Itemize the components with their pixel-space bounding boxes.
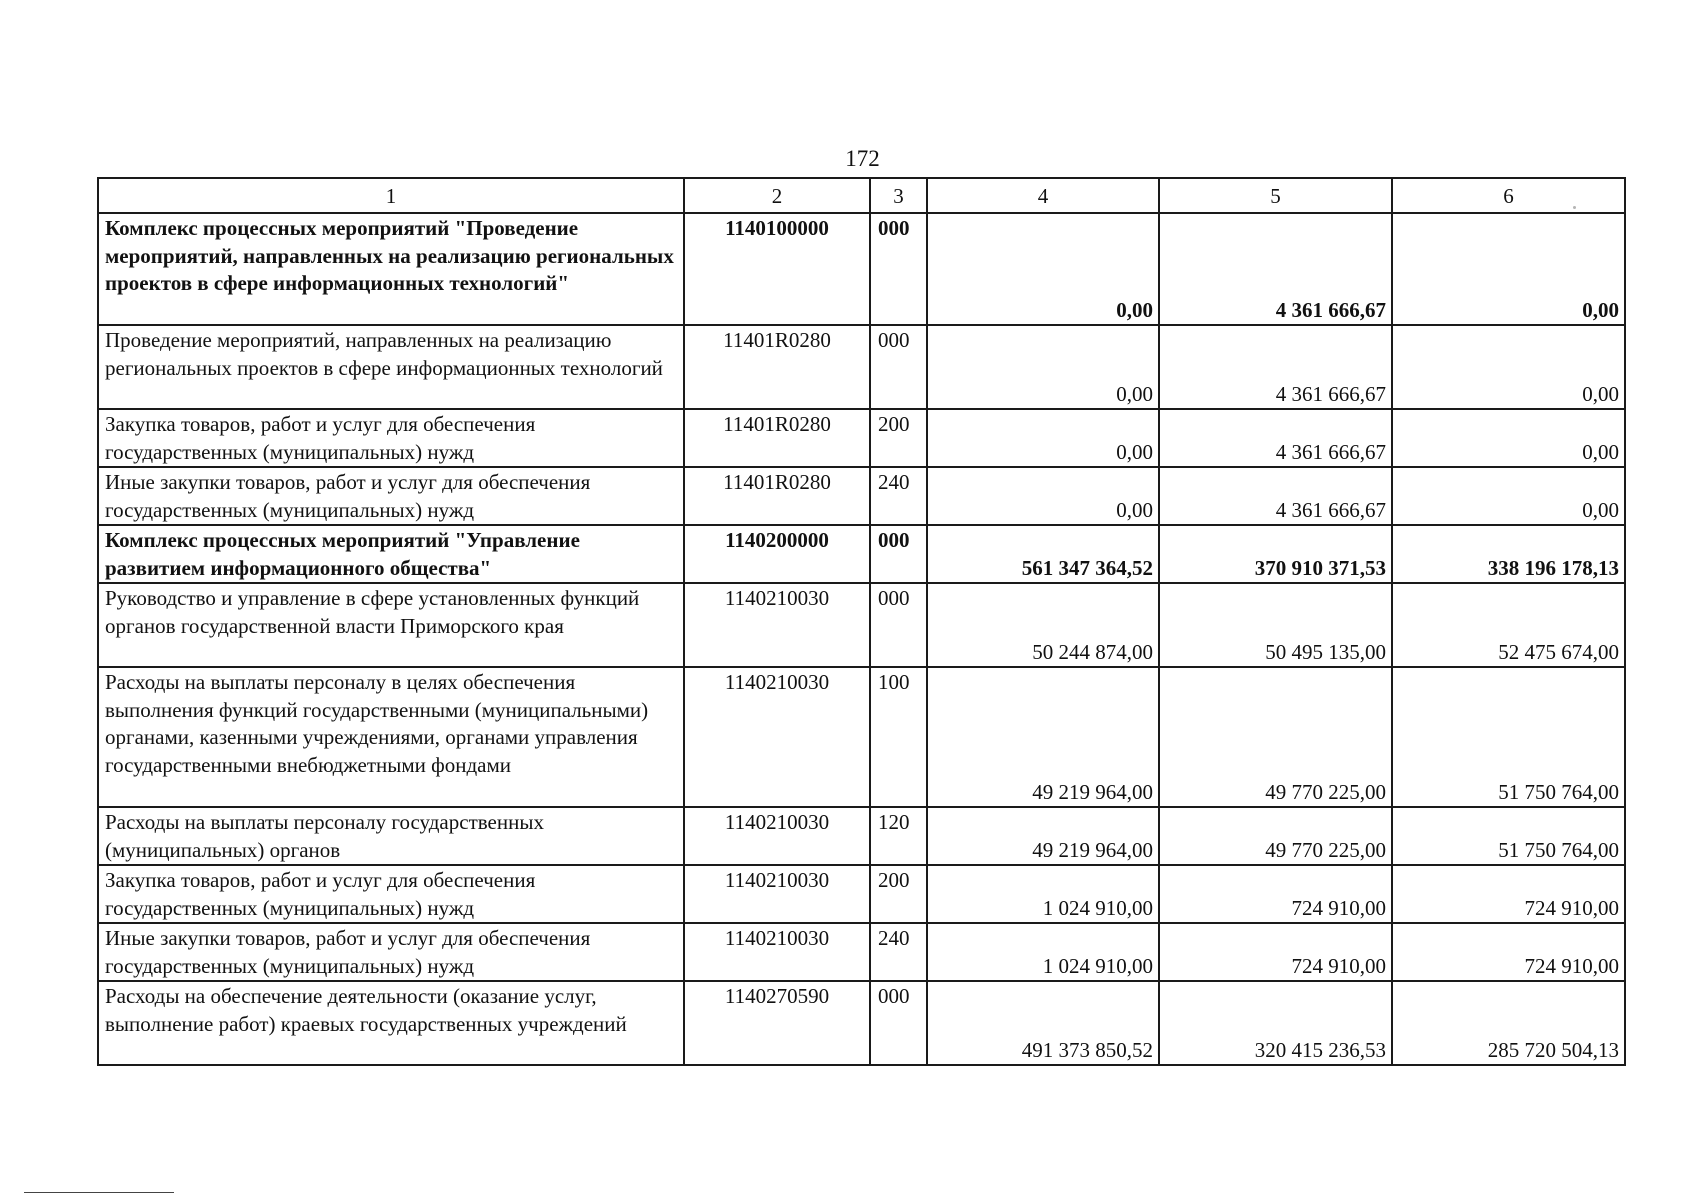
amount-col6-cell: 52 475 674,00 <box>1392 583 1625 667</box>
scan-speck <box>1573 206 1576 209</box>
amount-col6-cell: 51 750 764,00 <box>1392 667 1625 807</box>
amount-col4-cell: 0,00 <box>927 467 1159 525</box>
amount-col4-cell: 1 024 910,00 <box>927 923 1159 981</box>
table-row <box>98 923 1625 981</box>
amount-col6-cell: 724 910,00 <box>1392 865 1625 923</box>
amount-col6-cell: 724 910,00 <box>1392 923 1625 981</box>
amount-col6-cell: 0,00 <box>1392 409 1625 467</box>
amount-col5-cell: 724 910,00 <box>1159 865 1392 923</box>
column-header: 2 <box>684 178 870 213</box>
target-code-cell: 1140100000 <box>684 213 870 325</box>
table-row <box>98 409 1625 467</box>
amount-col4-cell: 0,00 <box>927 409 1159 467</box>
amount-col5-cell: 49 770 225,00 <box>1159 807 1392 865</box>
amount-col5-cell: 724 910,00 <box>1159 923 1392 981</box>
expense-type-cell: 240 <box>870 467 927 525</box>
target-code-cell: 11401R0280 <box>684 467 870 525</box>
amount-col4-cell: 50 244 874,00 <box>927 583 1159 667</box>
amount-col6-cell: 285 720 504,13 <box>1392 981 1625 1065</box>
expense-type-cell: 000 <box>870 325 927 409</box>
amount-col6-cell: 0,00 <box>1392 325 1625 409</box>
amount-col5-cell: 4 361 666,67 <box>1159 325 1392 409</box>
table-row <box>98 865 1625 923</box>
expense-type-cell: 200 <box>870 409 927 467</box>
amount-col4-cell: 0,00 <box>927 325 1159 409</box>
table-row <box>98 583 1625 667</box>
expense-type-cell: 120 <box>870 807 927 865</box>
amount-col4-cell: 0,00 <box>927 213 1159 325</box>
table-row <box>98 325 1625 409</box>
target-code-cell: 1140210030 <box>684 807 870 865</box>
target-code-cell: 1140270590 <box>684 981 870 1065</box>
table-row <box>98 213 1625 325</box>
table-row <box>98 807 1625 865</box>
amount-col4-cell: 491 373 850,52 <box>927 981 1159 1065</box>
target-code-cell: 1140210030 <box>684 923 870 981</box>
amount-col4-cell: 49 219 964,00 <box>927 667 1159 807</box>
expense-name-cell: Расходы на обеспечение деятельности (оказание услуг, выполнение работ) краевых государственных учреждений <box>98 981 684 1065</box>
amount-col5-cell: 370 910 371,53 <box>1159 525 1392 583</box>
amount-col5-cell: 4 361 666,67 <box>1159 467 1392 525</box>
target-code-cell: 11401R0280 <box>684 409 870 467</box>
column-number-row <box>98 178 1625 213</box>
expense-type-cell: 200 <box>870 865 927 923</box>
amount-col5-cell: 320 415 236,53 <box>1159 981 1392 1065</box>
expense-name-cell: Руководство и управление в сфере установленных функций органов государственной власти Приморского края <box>98 583 684 667</box>
column-header: 1 <box>98 178 684 213</box>
amount-col6-cell: 51 750 764,00 <box>1392 807 1625 865</box>
amount-col5-cell: 4 361 666,67 <box>1159 409 1392 467</box>
amount-col5-cell: 49 770 225,00 <box>1159 667 1392 807</box>
expense-type-cell: 000 <box>870 525 927 583</box>
amount-col4-cell: 1 024 910,00 <box>927 865 1159 923</box>
expense-type-cell: 000 <box>870 583 927 667</box>
expense-name-cell: Проведение мероприятий, направленных на реализацию региональных проектов в сфере информационных технологий <box>98 325 684 409</box>
expense-name-cell: Иные закупки товаров, работ и услуг для обеспечения государственных (муниципальных) нужд <box>98 923 684 981</box>
amount-col4-cell: 561 347 364,52 <box>927 525 1159 583</box>
table-row <box>98 525 1625 583</box>
column-header: 4 <box>927 178 1159 213</box>
target-code-cell: 1140210030 <box>684 583 870 667</box>
target-code-cell: 1140210030 <box>684 865 870 923</box>
expense-name-cell: Иные закупки товаров, работ и услуг для обеспечения государственных (муниципальных) нужд <box>98 467 684 525</box>
column-header: 3 <box>870 178 927 213</box>
column-header: 5 <box>1159 178 1392 213</box>
amount-col6-cell: 0,00 <box>1392 213 1625 325</box>
amount-col5-cell: 50 495 135,00 <box>1159 583 1392 667</box>
page-number: 172 <box>845 146 880 171</box>
budget-table <box>97 177 1626 1066</box>
expense-type-cell: 100 <box>870 667 927 807</box>
expense-type-cell: 240 <box>870 923 927 981</box>
amount-col4-cell: 49 219 964,00 <box>927 807 1159 865</box>
expense-type-cell: 000 <box>870 213 927 325</box>
column-header: 6 <box>1392 178 1625 213</box>
amount-col5-cell: 4 361 666,67 <box>1159 213 1392 325</box>
footnote-separator-line <box>24 1192 174 1193</box>
expense-name-cell: Закупка товаров, работ и услуг для обеспечения государственных (муниципальных) нужд <box>98 409 684 467</box>
table-row <box>98 667 1625 807</box>
table-row <box>98 981 1625 1065</box>
expense-type-cell: 000 <box>870 981 927 1065</box>
target-code-cell: 11401R0280 <box>684 325 870 409</box>
amount-col6-cell: 0,00 <box>1392 467 1625 525</box>
target-code-cell: 1140210030 <box>684 667 870 807</box>
expense-name-cell: Комплекс процессных мероприятий "Проведение мероприятий, направленных на реализацию региональных проектов в сфере информационных технологий" <box>98 213 684 325</box>
expense-name-cell: Закупка товаров, работ и услуг для обеспечения государственных (муниципальных) нужд <box>98 865 684 923</box>
expense-name-cell: Комплекс процессных мероприятий "Управление развитием информационного общества" <box>98 525 684 583</box>
expense-name-cell: Расходы на выплаты персоналу государственных (муниципальных) органов <box>98 807 684 865</box>
expense-name-cell: Расходы на выплаты персоналу в целях обеспечения выполнения функций государственными (муниципальными) органами, казенными учреждениями, органами управления государственными внебюджетными фондами <box>98 667 684 807</box>
table-row <box>98 467 1625 525</box>
target-code-cell: 1140200000 <box>684 525 870 583</box>
amount-col6-cell: 338 196 178,13 <box>1392 525 1625 583</box>
